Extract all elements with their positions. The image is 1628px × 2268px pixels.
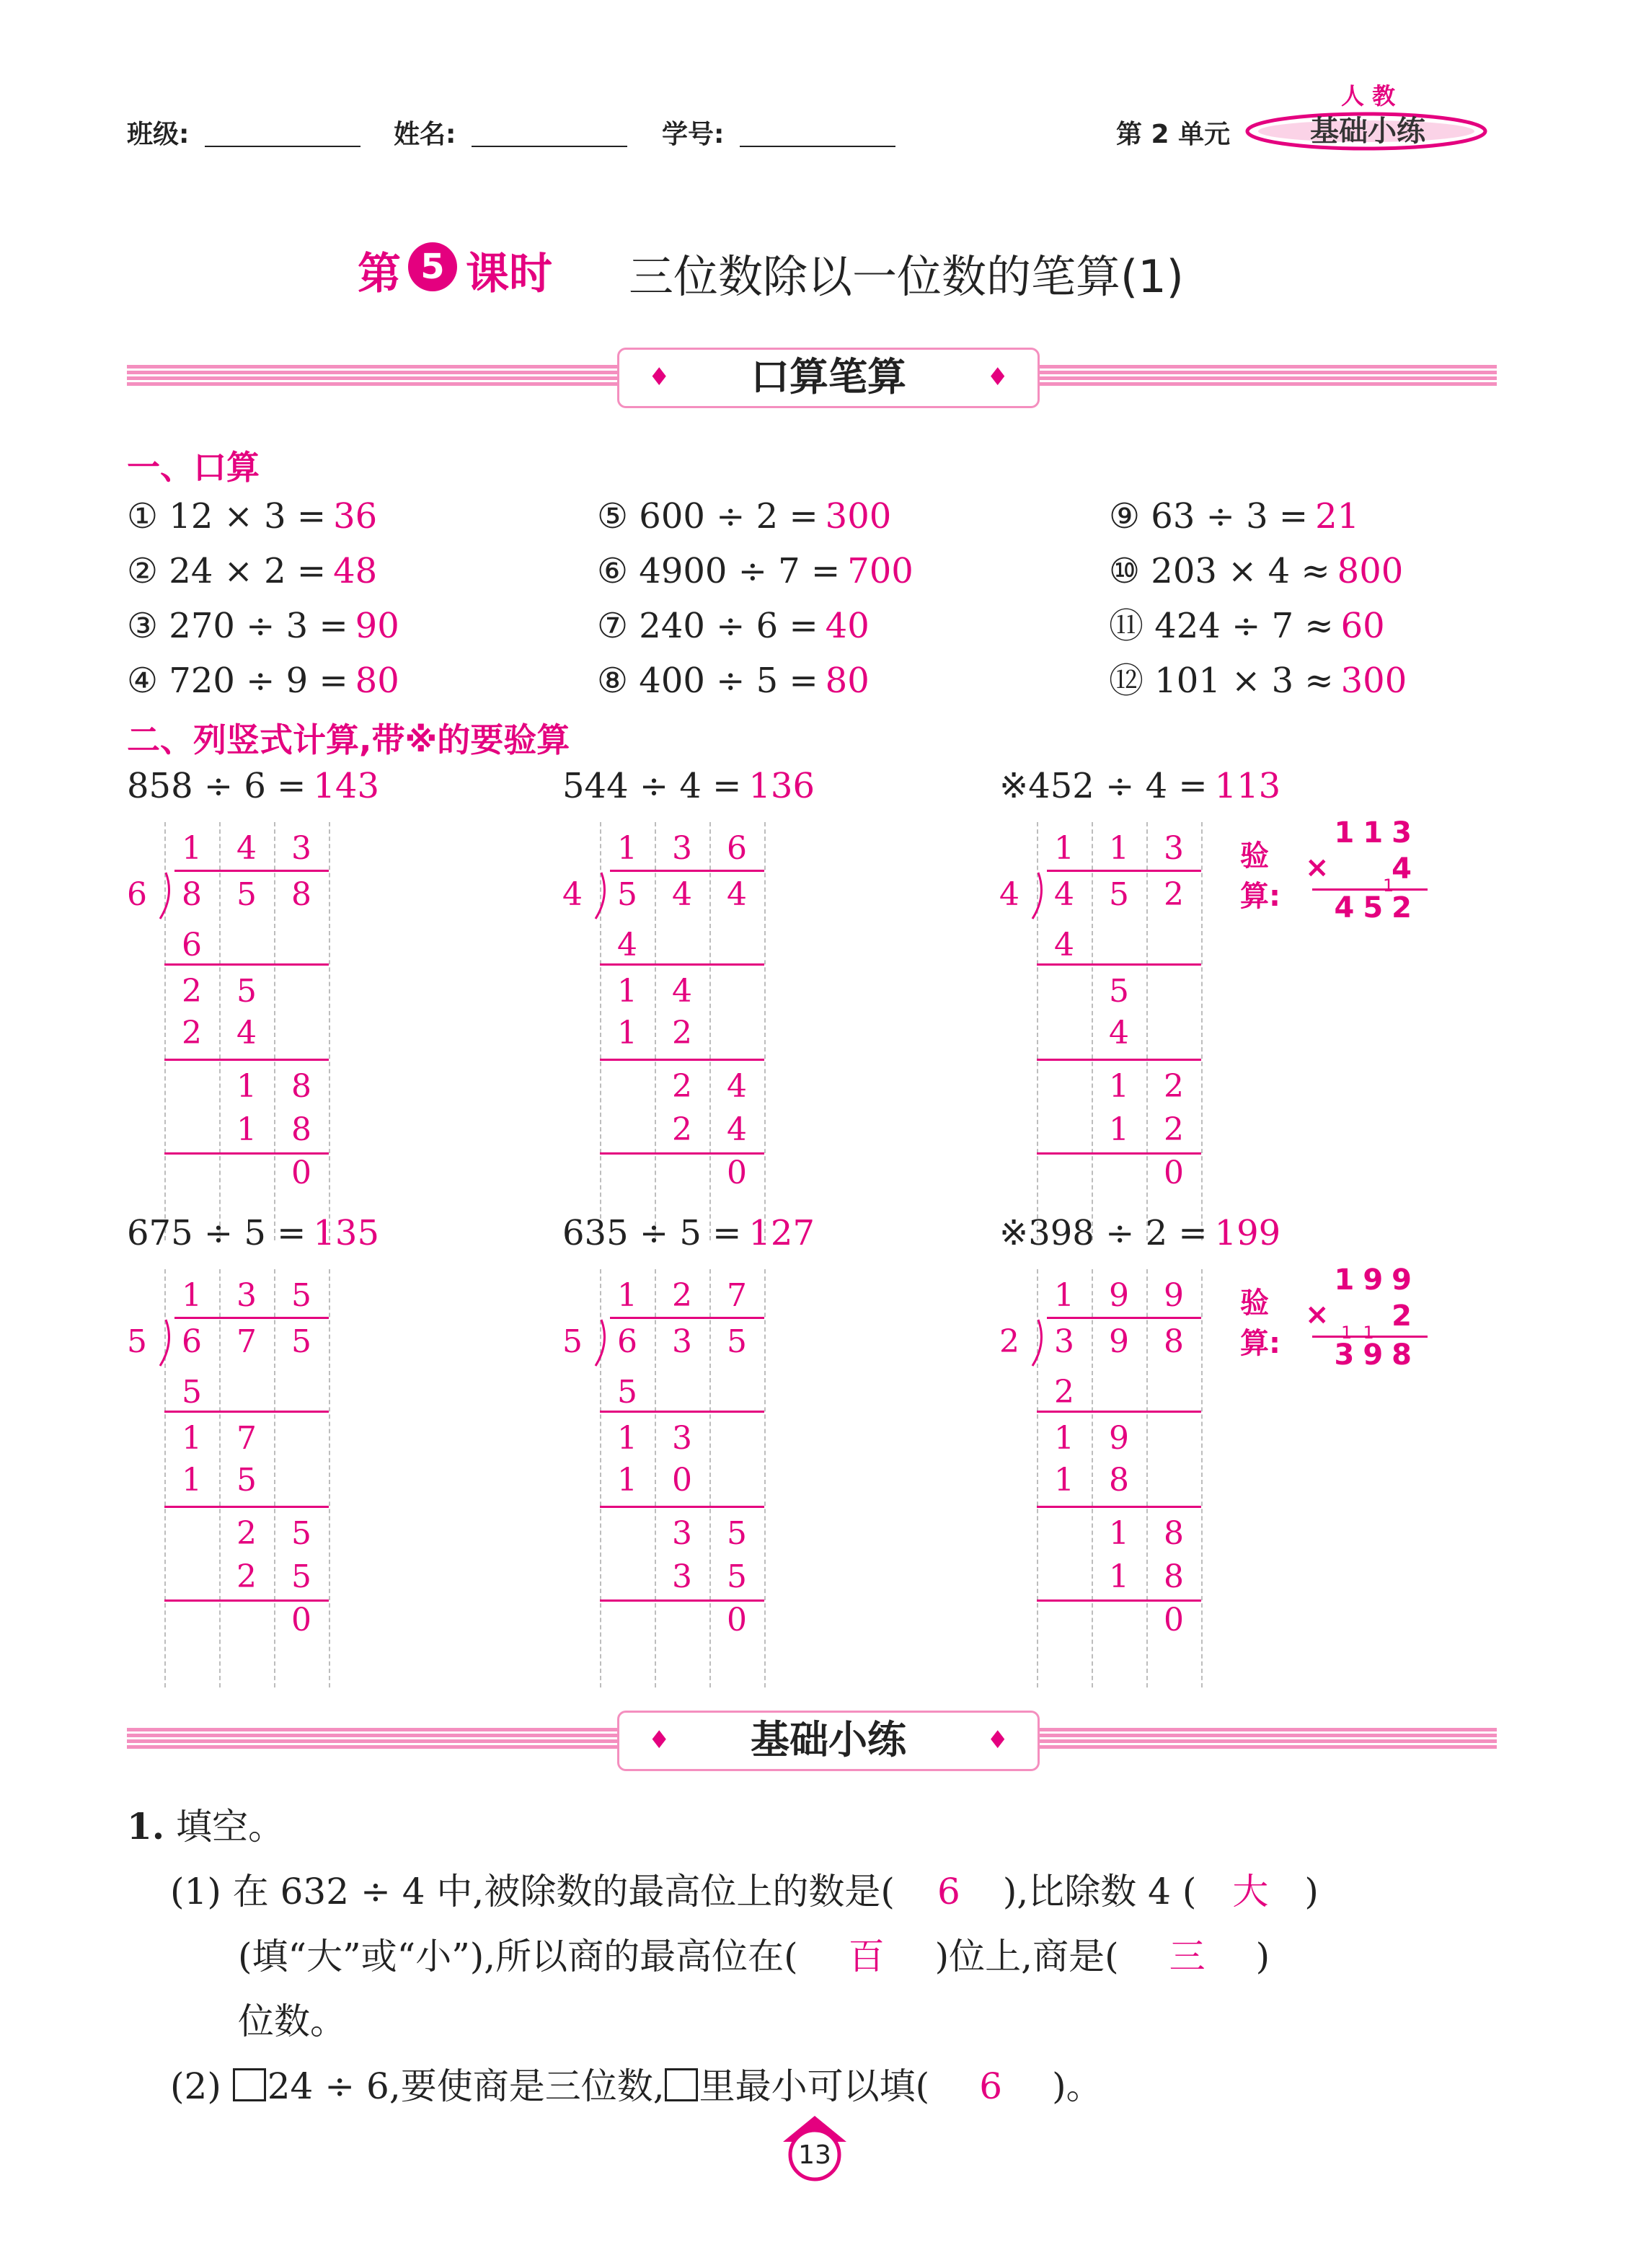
lesson-title: [0, 229, 1628, 301]
work-digit: 0: [291, 1602, 311, 1638]
quotient-digit: 3: [291, 830, 311, 867]
oral-item: [1109, 489, 1359, 544]
work-digit: 4: [617, 927, 637, 963]
division-answer[interactable]: 127: [748, 1213, 815, 1253]
work-digit: 9: [1109, 1420, 1129, 1457]
division-line: [164, 963, 329, 966]
check-calculation-1: [1240, 816, 1428, 925]
fill-text: 24 ÷ 6,要使商是三位数,: [267, 2065, 665, 2107]
oral-answer[interactable]: 36: [333, 496, 378, 537]
section-2-heading: 二、列竖式计算,带※的要验算: [127, 720, 570, 759]
banner-title: 基础小练: [751, 1717, 906, 1762]
diamond-icon: ♦: [648, 363, 671, 392]
dividend-digit: 3: [1054, 1323, 1074, 1360]
oral-answer[interactable]: 700: [847, 551, 913, 591]
division-problem: [127, 766, 379, 806]
work-digit: 1: [1054, 1420, 1074, 1457]
multiply-icon: ×: [1305, 851, 1330, 884]
oral-question: ⑥ 4900 ÷ 7 =: [597, 551, 841, 591]
division-line: [1037, 1506, 1201, 1508]
division-line: [174, 870, 329, 872]
oral-answer[interactable]: 80: [355, 661, 399, 701]
badge-top-text: 人 教: [1341, 82, 1396, 110]
diamond-icon: ♦: [648, 1726, 671, 1755]
oral-item: [1109, 599, 1385, 653]
work-digit: 8: [291, 1068, 311, 1105]
oral-answer[interactable]: 300: [1340, 661, 1407, 701]
grid-guide-line: [1201, 822, 1203, 1240]
oral-item: [597, 544, 913, 599]
work-digit: 3: [672, 1515, 692, 1552]
badge-main-text: 基础小练: [1310, 115, 1425, 148]
grid-guide-line: [219, 1269, 221, 1687]
fill-line-2: [238, 1924, 1270, 1989]
oral-question: ⑪ 424 ÷ 7 ≈: [1109, 606, 1334, 646]
quotient-digit: 3: [236, 1277, 257, 1314]
division-answer[interactable]: 136: [748, 766, 815, 806]
dividend-digit: 5: [617, 876, 637, 913]
division-question: 635 ÷ 5 =: [562, 1213, 742, 1253]
fill-text: ): [1304, 1871, 1319, 1912]
division-line: [600, 963, 764, 966]
work-digit: 1: [182, 1462, 202, 1499]
oral-question: ⑫ 101 × 3 ≈: [1109, 661, 1334, 701]
dividend-digit: 5: [236, 876, 257, 913]
work-digit: 0: [672, 1462, 692, 1499]
division-problem: [562, 1213, 815, 1253]
quotient-digit: 1: [182, 1277, 202, 1314]
division-answer[interactable]: 113: [1214, 766, 1281, 806]
banner-title: 口算笔算: [751, 354, 906, 400]
fill-line-1: [170, 1859, 1319, 1924]
long-division-grid: [999, 822, 1216, 1240]
check-line: [1312, 888, 1428, 891]
lesson-title-text: 三位数除以一位数的笔算(1): [629, 250, 1184, 303]
work-digit: 2: [672, 1068, 692, 1105]
fill-line-3: 位数。: [238, 2000, 346, 2042]
check-label: 算:: [1240, 1327, 1280, 1360]
work-digit: 5: [727, 1515, 747, 1552]
oral-question: ⑨ 63 ÷ 3 =: [1109, 496, 1309, 537]
check-multiplier: 4: [1392, 852, 1420, 886]
quotient-digit: 5: [291, 1277, 311, 1314]
quotient-digit: 6: [727, 830, 747, 867]
check-calculation-2: [1240, 1263, 1428, 1372]
divisor: 5: [562, 1323, 583, 1360]
oral-item: [127, 489, 377, 544]
work-digit: 8: [1109, 1462, 1129, 1499]
diamond-icon: ♦: [986, 363, 1009, 392]
division-line: [1047, 1317, 1201, 1319]
id-blank[interactable]: [740, 117, 895, 147]
class-label: 班级:: [127, 120, 190, 149]
banner-basic-practice: [127, 1711, 1497, 1768]
class-blank[interactable]: [205, 117, 360, 147]
dividend-digit: 5: [727, 1323, 747, 1360]
division-line: [600, 1059, 764, 1061]
check-line: [1312, 1336, 1428, 1338]
work-digit: 2: [1164, 1068, 1184, 1105]
quotient-digit: 7: [727, 1277, 747, 1314]
work-digit: 1: [1054, 1462, 1074, 1499]
check-top-number: 113: [1334, 816, 1420, 850]
work-digit: 3: [672, 1420, 692, 1457]
quotient-digit: 1: [1054, 1277, 1074, 1314]
work-digit: 2: [1164, 1111, 1184, 1148]
unit-label: 第 2 单元: [1116, 120, 1231, 149]
oral-answer[interactable]: 300: [825, 496, 892, 537]
banner-box: [617, 1711, 1040, 1771]
work-digit: 5: [182, 1374, 202, 1411]
grid-guide-line: [655, 1269, 656, 1687]
work-digit: 5: [291, 1515, 311, 1552]
grid-guide-line: [1201, 1269, 1203, 1687]
dividend-digit: 9: [1109, 1323, 1129, 1360]
answer-blank[interactable]: 6: [937, 1871, 960, 1912]
division-line: [164, 1506, 329, 1508]
work-digit: 4: [727, 1111, 747, 1148]
check-result: 398: [1334, 1338, 1420, 1372]
work-digit: 0: [1164, 1602, 1184, 1638]
oral-item: [597, 599, 870, 653]
oral-question: ④ 720 ÷ 9 =: [127, 661, 348, 701]
work-digit: 5: [291, 1558, 311, 1595]
section-1-heading: 一、口算: [127, 448, 260, 487]
grid-guide-line: [274, 1269, 275, 1687]
work-digit: 0: [727, 1602, 747, 1638]
work-digit: 5: [617, 1374, 637, 1411]
dividend-digit: 8: [291, 876, 311, 913]
grid-guide-line: [1146, 1269, 1148, 1687]
grid-guide-line: [764, 1269, 766, 1687]
division-line: [1037, 963, 1201, 966]
dividend-digit: 6: [182, 1323, 202, 1360]
work-digit: 4: [727, 1068, 747, 1105]
square-box-icon: [665, 2068, 698, 2101]
quotient-digit: 3: [1164, 830, 1184, 867]
check-top-number: 199: [1334, 1263, 1420, 1297]
lesson-prefix: 第: [358, 249, 401, 299]
fill-line-4: [170, 2054, 1102, 2119]
work-digit: 7: [236, 1420, 257, 1457]
oral-question: ③ 270 ÷ 3 =: [127, 606, 348, 646]
work-digit: 1: [617, 973, 637, 1010]
fill-text: (填“大”或“小”),所以商的最高位在(: [238, 1936, 798, 1977]
dividend-digit: 3: [672, 1323, 692, 1360]
diamond-icon: ♦: [986, 1726, 1009, 1755]
oral-question: ⑧ 400 ÷ 5 =: [597, 661, 818, 701]
fill-text: (1) 在 632 ÷ 4 中,被除数的最高位上的数是(: [170, 1871, 895, 1912]
grid-guide-line: [709, 822, 711, 1240]
division-line: [1037, 1411, 1201, 1413]
work-digit: 0: [727, 1155, 747, 1191]
check-result: 452: [1334, 891, 1420, 925]
work-digit: 2: [672, 1111, 692, 1148]
divisor: 2: [999, 1323, 1019, 1360]
division-line: [600, 1506, 764, 1508]
oral-question: ⑤ 600 ÷ 2 =: [597, 496, 818, 537]
question-number: 1.: [127, 1805, 165, 1848]
dividend-digit: 5: [291, 1323, 311, 1360]
oral-question: ⑦ 240 ÷ 6 =: [597, 606, 818, 646]
work-digit: 4: [1109, 1015, 1129, 1051]
quotient-digit: 9: [1164, 1277, 1184, 1314]
oral-question: ⑩ 203 × 4 ≈: [1109, 551, 1330, 591]
oral-item: [1109, 544, 1403, 599]
name-label: 姓名:: [394, 120, 456, 149]
dividend-digit: 4: [672, 876, 692, 913]
grid-guide-line: [655, 822, 656, 1240]
division-problem: [562, 766, 815, 806]
work-digit: 1: [1109, 1515, 1129, 1552]
division-line: [174, 1317, 329, 1319]
dividend-digit: 8: [182, 876, 202, 913]
work-digit: 1: [617, 1462, 637, 1499]
oral-answer[interactable]: 80: [825, 661, 870, 701]
division-problem: [999, 766, 1280, 806]
work-digit: 2: [236, 1558, 257, 1595]
lesson-suffix: 课时: [466, 249, 552, 299]
fill-text: ): [1255, 1936, 1270, 1977]
work-digit: 5: [1109, 973, 1129, 1010]
dividend-digit: 4: [1054, 876, 1074, 913]
fill-text: )位上,商是(: [934, 1936, 1119, 1977]
oral-item: [1109, 653, 1407, 708]
division-line: [164, 1411, 329, 1413]
check-label: 验: [1240, 1287, 1269, 1320]
dividend-digit: 8: [1164, 1323, 1184, 1360]
work-digit: 1: [236, 1068, 257, 1105]
name-blank[interactable]: [472, 117, 627, 147]
division-answer[interactable]: 143: [313, 766, 379, 806]
division-line: [610, 1317, 764, 1319]
quotient-digit: 9: [1109, 1277, 1129, 1314]
grid-guide-line: [1092, 822, 1093, 1240]
work-digit: 0: [291, 1155, 311, 1191]
grid-guide-line: [709, 1269, 711, 1687]
fill-text: ),比除数 4 (: [1002, 1871, 1197, 1912]
work-digit: 3: [672, 1558, 692, 1595]
fill-text: 里最小可以填(: [699, 2065, 930, 2107]
multiply-icon: ×: [1305, 1298, 1330, 1331]
answer-blank[interactable]: 大: [1232, 1871, 1269, 1912]
check-multiplier: 2: [1392, 1300, 1420, 1333]
square-box-icon: [233, 2068, 266, 2101]
fill-text: (2): [170, 2065, 221, 2107]
long-division-grid: [562, 822, 779, 1240]
oral-item: [127, 653, 399, 708]
banner-oral-written: [127, 348, 1497, 405]
quotient-digit: 1: [1054, 830, 1074, 867]
work-digit: 2: [236, 1515, 257, 1552]
division-question: ※398 ÷ 2 =: [999, 1213, 1208, 1253]
work-digit: 1: [617, 1015, 637, 1051]
work-digit: 4: [236, 1015, 257, 1051]
dividend-digit: 5: [1109, 876, 1129, 913]
work-digit: 2: [672, 1015, 692, 1051]
quotient-digit: 1: [1109, 830, 1129, 867]
dividend-digit: 7: [236, 1323, 257, 1360]
answer-blank[interactable]: 百: [848, 1936, 885, 1977]
page-number: 13: [798, 2140, 831, 2170]
quotient-digit: 3: [672, 830, 692, 867]
check-carry: 1 1: [1341, 1323, 1374, 1343]
oral-answer[interactable]: 21: [1315, 496, 1360, 537]
lesson-number-circle: 5: [408, 242, 457, 291]
long-division-grid: [127, 822, 343, 1240]
division-question: ※452 ÷ 4 =: [999, 766, 1208, 806]
divisor: 6: [127, 876, 147, 913]
quotient-digit: 2: [672, 1277, 692, 1314]
grid-guide-line: [329, 822, 330, 1240]
long-division-grid: [127, 1269, 343, 1687]
division-problem: [999, 1213, 1280, 1253]
division-answer[interactable]: 199: [1214, 1213, 1281, 1253]
work-digit: 1: [236, 1111, 257, 1148]
oral-answer[interactable]: 800: [1337, 551, 1404, 591]
oral-answer[interactable]: 48: [333, 551, 378, 591]
grid-guide-line: [329, 1269, 330, 1687]
answer-blank[interactable]: 三: [1169, 1936, 1205, 1977]
grid-guide-line: [1092, 1269, 1093, 1687]
division-question: 544 ÷ 4 =: [562, 766, 742, 806]
fill-text: )。: [1052, 2065, 1102, 2107]
work-digit: 8: [291, 1111, 311, 1148]
long-division-grid: [562, 1269, 779, 1687]
oral-item: [127, 544, 377, 599]
oral-item: [597, 653, 870, 708]
work-digit: 1: [1109, 1111, 1129, 1148]
banner-box: [617, 348, 1040, 408]
quotient-digit: 4: [236, 830, 257, 867]
work-digit: 4: [672, 973, 692, 1010]
quotient-digit: 1: [617, 830, 637, 867]
work-digit: 0: [1164, 1155, 1184, 1191]
division-line: [610, 870, 764, 872]
oral-item: [127, 599, 399, 653]
oral-question: ① 12 × 3 =: [127, 496, 327, 537]
grid-guide-line: [764, 822, 766, 1240]
work-digit: 6: [182, 927, 202, 963]
division-answer[interactable]: 135: [313, 1213, 379, 1253]
grid-guide-line: [274, 822, 275, 1240]
work-digit: 1: [1109, 1068, 1129, 1105]
question-title: 填空。: [176, 1806, 285, 1848]
fill-heading: [127, 1794, 284, 1859]
quotient-digit: 1: [182, 830, 202, 867]
dividend-digit: 4: [727, 876, 747, 913]
id-label: 学号:: [662, 120, 725, 149]
work-digit: 5: [236, 973, 257, 1010]
work-digit: 8: [1164, 1515, 1184, 1552]
work-digit: 2: [1054, 1374, 1074, 1411]
division-question: 858 ÷ 6 =: [127, 766, 306, 806]
work-digit: 5: [727, 1558, 747, 1595]
oral-item: [597, 489, 891, 544]
dividend-digit: 2: [1164, 876, 1184, 913]
check-label: 算:: [1240, 880, 1280, 913]
oral-answer[interactable]: 60: [1340, 606, 1385, 646]
work-digit: 2: [182, 1015, 202, 1051]
page-number-badge: [779, 2113, 851, 2185]
work-digit: 1: [617, 1420, 637, 1457]
answer-blank[interactable]: 6: [979, 2065, 1003, 2107]
division-question: 675 ÷ 5 =: [127, 1213, 306, 1253]
work-digit: 1: [1109, 1558, 1129, 1595]
division-line: [1047, 870, 1201, 872]
series-badge: [1240, 82, 1492, 151]
work-digit: 8: [1164, 1558, 1184, 1595]
work-digit: 1: [182, 1420, 202, 1457]
divisor: 5: [127, 1323, 147, 1360]
division-line: [164, 1059, 329, 1061]
quotient-digit: 1: [617, 1277, 637, 1314]
oral-answer[interactable]: 90: [355, 606, 399, 646]
division-line: [1037, 1059, 1201, 1061]
division-problem: [127, 1213, 379, 1253]
grid-guide-line: [219, 822, 221, 1240]
long-division-grid: [999, 1269, 1216, 1687]
work-digit: 2: [182, 973, 202, 1010]
check-label: 验: [1240, 839, 1269, 873]
divisor: 4: [999, 876, 1019, 913]
oral-question: ② 24 × 2 =: [127, 551, 327, 591]
divisor: 4: [562, 876, 583, 913]
dividend-digit: 6: [617, 1323, 637, 1360]
division-line: [600, 1411, 764, 1413]
work-digit: 5: [236, 1462, 257, 1499]
check-carry: 1: [1383, 875, 1394, 896]
grid-guide-line: [1146, 822, 1148, 1240]
oral-answer[interactable]: 40: [825, 606, 870, 646]
work-digit: 4: [1054, 927, 1074, 963]
